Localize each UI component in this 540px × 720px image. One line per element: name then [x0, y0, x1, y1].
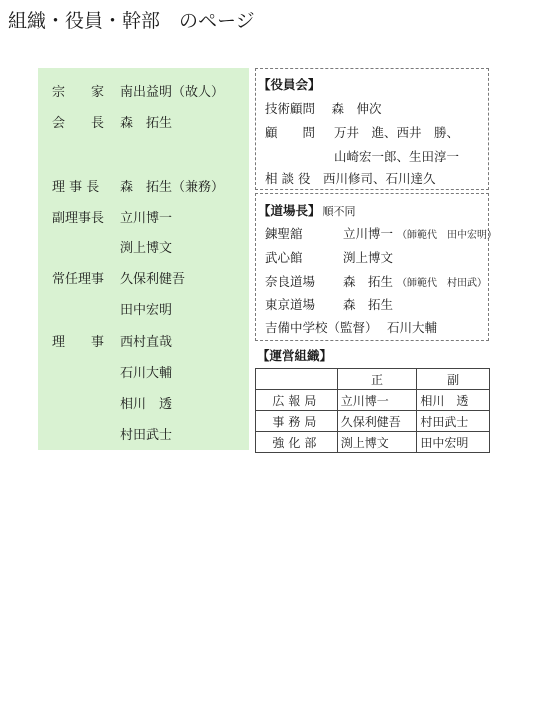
dojo-head: 森 拓生: [343, 297, 394, 312]
advisor-names: 万井 進、西井 勝、: [334, 125, 460, 140]
dojo-name: 東京道場: [265, 297, 316, 312]
org-name: 立川博一: [120, 211, 173, 226]
counselor: 相 談 役 西川修司、石川達久: [265, 171, 436, 186]
table-cell: 渕上博文: [337, 432, 417, 453]
dojo-name: 吉備中学校（監督）: [265, 320, 378, 335]
technical-advisor: 技術顧問 森 伸次: [265, 101, 382, 116]
advisor-label: 顧 問: [265, 125, 316, 140]
table-cell: 広報局: [256, 390, 338, 411]
dojo-head: 渕上博文: [343, 250, 394, 265]
org-name: 森 拓生（兼務）: [120, 180, 225, 195]
org-name: 久保利健吾: [120, 272, 186, 287]
dojo-heading-note: 順不同: [322, 205, 356, 218]
dojo-head: 立川博一: [343, 226, 394, 241]
org-role: 宗 家: [52, 85, 105, 100]
org-name: 西村直哉: [120, 335, 173, 350]
dojo-head: 森 拓生: [343, 274, 394, 289]
table-header-cell: 正: [337, 369, 417, 390]
dojo-row: [265, 318, 438, 336]
dojo-note: （師範代 村田武）: [397, 278, 487, 289]
table-cell: 村田武士: [417, 411, 490, 432]
dojo-name: 奈良道場: [265, 274, 316, 289]
dojo-row: [265, 224, 497, 242]
dojo-row: [265, 272, 487, 290]
dojo-row: [265, 248, 394, 266]
table-row: [256, 390, 490, 411]
dojo-box: [255, 193, 497, 341]
org-name: 石川大輔: [120, 366, 173, 381]
organization-panel: [38, 68, 249, 450]
dojo-head: 石川大輔: [387, 320, 438, 335]
operations-table: [255, 368, 490, 453]
dojo-heading: [258, 201, 356, 219]
org-role: 副理事長: [52, 211, 105, 226]
org-name: 相川 透: [120, 397, 173, 412]
table-cell: 事務局: [256, 411, 338, 432]
table-header-cell: [256, 369, 338, 390]
advisor-names: 山崎宏一郎、生田淳一: [334, 149, 460, 164]
officers-heading: 【役員会】: [258, 77, 321, 92]
operations-heading: 【運営組織】: [257, 348, 333, 363]
org-role: 会 長: [52, 116, 105, 131]
dojo-name: 錬聖舘: [265, 226, 303, 241]
org-name: 森 拓生: [120, 116, 173, 131]
table-cell: 相川 透: [417, 390, 490, 411]
org-name: 田中宏明: [120, 303, 173, 318]
org-name: 渕上博文: [120, 241, 173, 256]
org-name: 村田武士: [120, 428, 173, 443]
page-title: 組織・役員・幹部 のページ: [8, 10, 255, 32]
table-cell: 立川博一: [337, 390, 417, 411]
org-role: 理 事 長: [52, 180, 100, 195]
table-header-cell: 副: [417, 369, 490, 390]
dojo-note: （師範代 田中宏明）: [397, 230, 497, 241]
table-header-row: [256, 369, 490, 390]
officers-box: [255, 68, 489, 190]
table-cell: 久保利健吾: [337, 411, 417, 432]
table-cell: 強化部: [256, 432, 338, 453]
dojo-row: [265, 295, 394, 313]
org-role: 常任理事: [52, 272, 105, 287]
table-row: [256, 432, 490, 453]
org-name: 南出益明（故人）: [120, 85, 225, 100]
dojo-name: 武心館: [265, 250, 303, 265]
org-role: 理 事: [52, 335, 105, 350]
table-row: [256, 411, 490, 432]
dojo-heading-label: 【道場長】: [258, 203, 321, 218]
table-cell: 田中宏明: [417, 432, 490, 453]
